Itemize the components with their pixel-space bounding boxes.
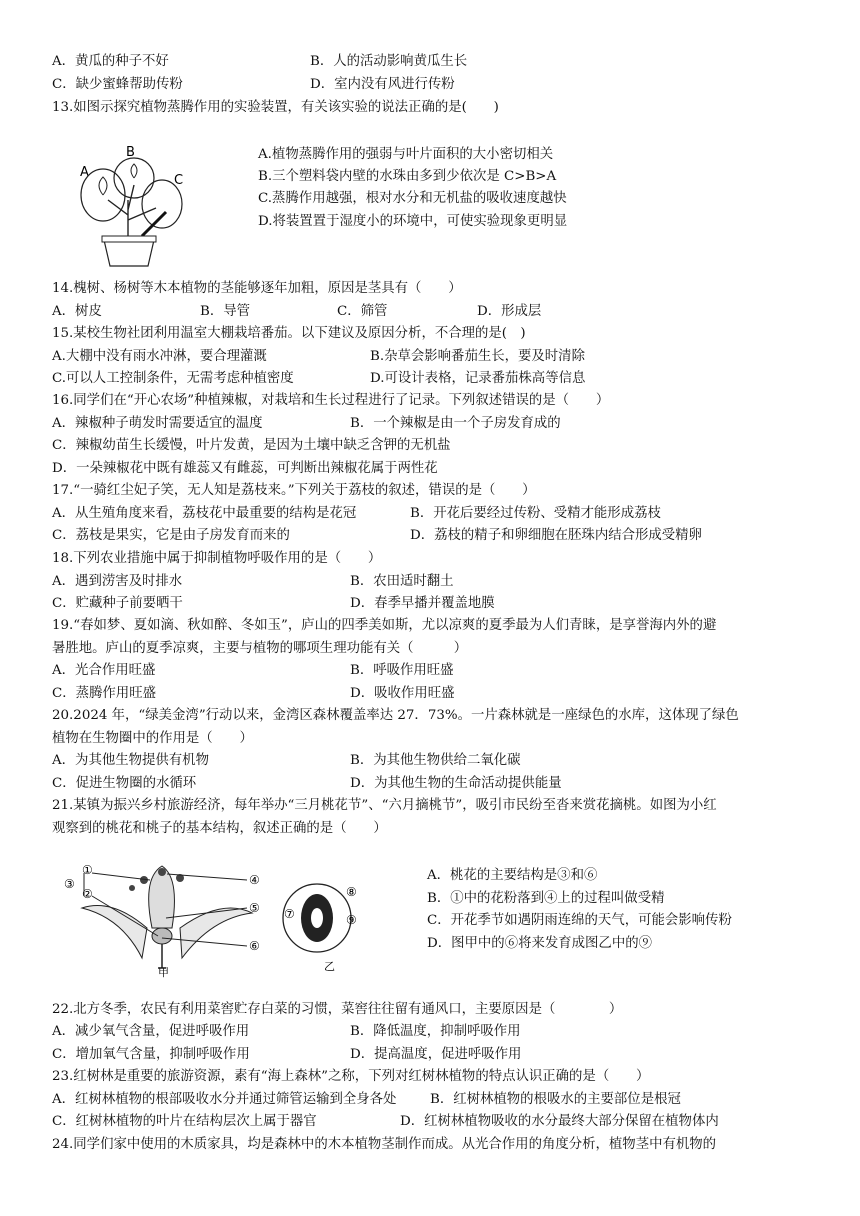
q12-option-d: D．室内没有风进行传粉 [310, 77, 455, 92]
q12-option-a: A．黄瓜的种子不好 [52, 54, 169, 69]
q18-option-c: C．贮藏种子前要晒干 [52, 596, 183, 611]
q15-option-b: B.杂草会影响番茄生长，要及时清除 [370, 349, 585, 364]
q22-option-b: B．降低温度，抑制呼吸作用 [350, 1024, 521, 1039]
q15-stem: 15.某校生物社团利用温室大棚栽培番茄。以下建议及原因分析，不合理的是( ) [52, 326, 526, 341]
q21-option-d: D．图甲中的⑥将来发育成图乙中的⑨ [427, 936, 652, 951]
q13-fig-label-b: B [126, 145, 135, 160]
q19-option-a: A．光合作用旺盛 [52, 663, 156, 678]
q13-option-a: A.植物蒸腾作用的强弱与叶片面积的大小密切相关 [258, 147, 554, 162]
q23-option-d: D．红树林植物吸收的水分最终大部分保留在植物体内 [400, 1114, 719, 1129]
q18-option-a: A．遇到涝害及时排水 [52, 574, 183, 589]
q13-fig-label-c: C [174, 173, 184, 188]
q15-option-c: C.可以人工控制条件，无需考虑种植密度 [52, 371, 294, 386]
q23-stem: 23.红树林是重要的旅游资源，素有“海上森林”之称，下列对红树林植物的特点认识正确的是（ ） [52, 1069, 650, 1084]
q21-fig-num-3: ③ [64, 877, 75, 891]
q13-option-d: D.将装置置于湿度小的环境中，可使实验现象更明显 [258, 214, 568, 229]
q22-option-a: A．减少氧气含量，促进呼吸作用 [52, 1024, 250, 1039]
q21-fig-num-8: ⑧ [346, 885, 357, 899]
q21-fig-num-6: ⑥ [249, 939, 260, 953]
q21-option-a: A．桃花的主要结构是③和⑥ [427, 868, 598, 883]
q13-stem: 13.如图示探究植物蒸腾作用的实验装置，有关该实验的说法正确的是( ) [52, 100, 499, 115]
q20-stem-line2: 植物在生物圈中的作用是（ ） [52, 731, 253, 746]
q12-option-b: B．人的活动影响黄瓜生长 [310, 54, 468, 69]
q12-option-c: C．缺少蜜蜂帮助传粉 [52, 77, 183, 92]
q16-option-a: A．辣椒种子萌发时需要适宜的温度 [52, 416, 263, 431]
q17-option-a: A．从生殖角度来看，荔枝花中最重要的结构是花冠 [52, 506, 357, 521]
q21-fig-num-1: ① [82, 863, 93, 877]
q20-option-b: B．为其他生物供给二氧化碳 [350, 753, 521, 768]
q19-option-c: C．蒸腾作用旺盛 [52, 686, 156, 701]
q21-figure-peach-flower-fruit [62, 858, 362, 978]
q17-stem: 17.“一骑红尘妃子笑，无人知是荔枝来。”下列关于荔枝的叙述，错误的是（ ） [52, 483, 536, 498]
q22-option-d: D．提高温度，促进呼吸作用 [350, 1047, 522, 1062]
q15-option-d: D.可设计表格，记录番茄株高等信息 [370, 371, 586, 386]
q16-option-d: D．一朵辣椒花中既有雄蕊又有雌蕊，可判断出辣椒花属于两性花 [52, 461, 438, 476]
q16-stem: 16.同学们在“开心农场”种植辣椒，对栽培和生长过程进行了记录。下列叙述错误的是（ ） [52, 393, 610, 408]
q21-stem-line2: 观察到的桃花和桃子的基本结构，叙述正确的是（ ） [52, 821, 387, 836]
q21-fig-num-7: ⑦ [284, 907, 295, 921]
q21-fig-label-jia: 甲 [158, 966, 169, 978]
q17-option-d: D．荔枝的精子和卵细胞在胚珠内结合形成受精卵 [410, 528, 702, 543]
q14-option-b: B．导管 [200, 304, 251, 319]
q20-option-c: C．促进生物圈的水循环 [52, 776, 197, 791]
q20-stem-line1: 20.2024 年，“绿美金湾”行动以来，金湾区森林覆盖率达 27．73%。一片森林就是一座绿色的水库，这体现了绿色 [52, 708, 739, 723]
q14-option-c: C．筛管 [337, 304, 388, 319]
q14-option-d: D．形成层 [477, 304, 542, 319]
q21-stem-line1: 21.某镇为振兴乡村旅游经济，每年举办“三月桃花节”、“六月摘桃节”，吸引市民纷至沓来赏花摘桃。如图为小红 [52, 798, 717, 813]
q23-option-a: A．红树林植物的根部吸收水分并通过筛管运输到全身各处 [52, 1092, 397, 1107]
q21-fig-num-2: ② [82, 887, 93, 901]
q13-fig-label-a: A [80, 165, 89, 180]
q21-option-b: B．①中的花粉落到④上的过程叫做受精 [427, 891, 665, 906]
q21-fig-num-4: ④ [249, 873, 260, 887]
q16-option-c: C．辣椒幼苗生长缓慢，叶片发黄，是因为土壤中缺乏含钾的无机盐 [52, 438, 451, 453]
q24-stem: 24.同学们家中使用的木质家具，均是森林中的木本植物茎制作而成。从光合作用的角度分析，植物茎中有机物的 [52, 1137, 717, 1152]
q20-option-d: D．为其他生物的生命活动提供能量 [350, 776, 562, 791]
q18-stem: 18.下列农业措施中属于抑制植物呼吸作用的是（ ） [52, 551, 382, 566]
q19-option-b: B．呼吸作用旺盛 [350, 663, 454, 678]
q14-option-a: A．树皮 [52, 304, 102, 319]
q18-option-b: B．农田适时翻土 [350, 574, 454, 589]
q23-option-b: B．红树林植物的根吸水的主要部位是根冠 [430, 1092, 681, 1107]
q19-option-d: D．吸收作用旺盛 [350, 686, 455, 701]
q17-option-b: B．开花后要经过传粉、受精才能形成荔枝 [410, 506, 661, 521]
q21-option-c: C．开花季节如遇阴雨连绵的天气，可能会影响传粉 [427, 913, 732, 928]
q19-stem-line1: 19.“春如梦、夏如滴、秋如醉、冬如玉”，庐山的四季美如斯，尤以凉爽的夏季最为人们青睐，是享誉海内外的避 [52, 618, 717, 633]
q23-option-c: C．红树林植物的叶片在结构层次上属于器官 [52, 1114, 317, 1129]
q19-stem-line2: 暑胜地。庐山的夏季凉爽，主要与植物的哪项生理功能有关（ ） [52, 641, 468, 656]
q16-option-b: B．一个辣椒是由一个子房发育成的 [350, 416, 561, 431]
q14-stem: 14.槐树、杨树等木本植物的茎能够逐年加粗，原因是茎具有（ ） [52, 281, 462, 296]
q22-option-c: C．增加氧气含量，抑制呼吸作用 [52, 1047, 250, 1062]
q21-fig-label-yi: 乙 [324, 960, 335, 973]
q20-option-a: A．为其他生物提供有机物 [52, 753, 209, 768]
q13-option-b: B.三个塑料袋内壁的水珠由多到少依次是 C>B>A [258, 169, 557, 184]
q21-fig-num-9: ⑨ [346, 913, 357, 927]
q22-stem: 22.北方冬季，农民有利用菜窖贮存白菜的习惯，菜窖往往留有通风口，主要原因是（ ） [52, 1002, 623, 1017]
q21-fig-num-5: ⑤ [249, 901, 260, 915]
q13-figure-transpiration-apparatus [58, 140, 198, 270]
q17-option-c: C．荔枝是果实，它是由子房发育而来的 [52, 528, 290, 543]
q13-option-c: C.蒸腾作用越强，根对水分和无机盐的吸收速度越快 [258, 191, 567, 206]
q18-option-d: D．春季早播并覆盖地膜 [350, 596, 495, 611]
q15-option-a: A.大棚中没有雨水冲淋，要合理灌溉 [52, 349, 267, 364]
